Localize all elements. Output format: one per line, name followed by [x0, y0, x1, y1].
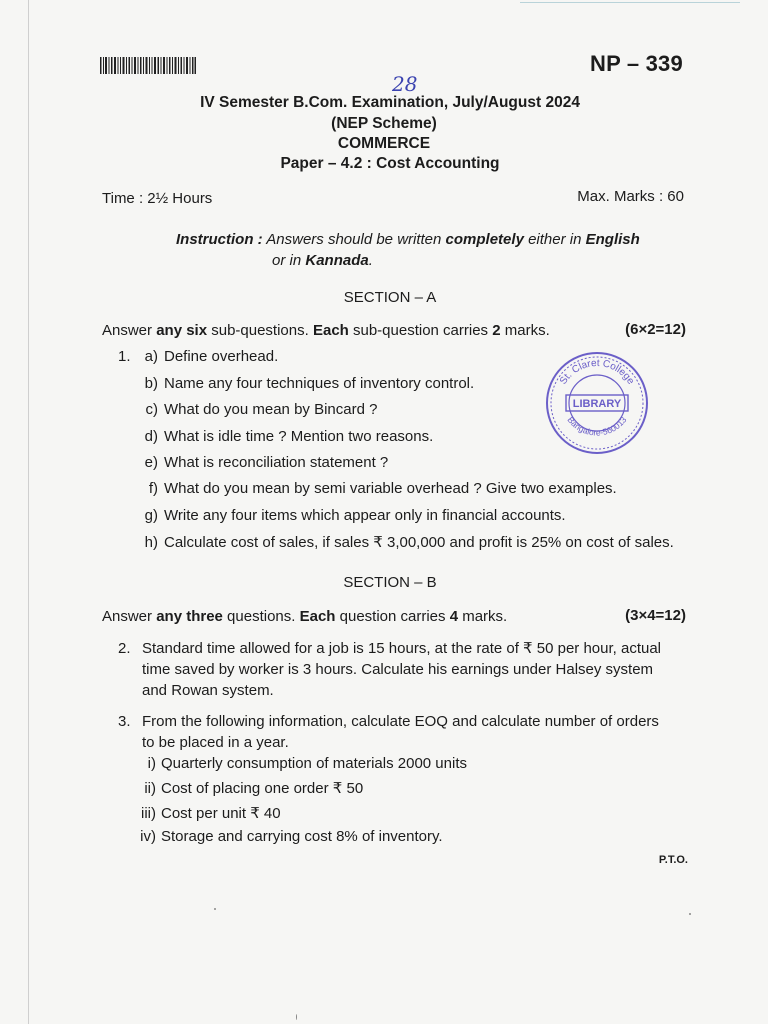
sub-question: f) What do you mean by semi variable overhead ? Give two examples.: [148, 480, 617, 497]
instruction-language: Kannada: [305, 252, 369, 269]
sub-question: c) What do you mean by Bincard ?: [145, 401, 378, 418]
sub-question: a) Define overhead.: [144, 348, 279, 365]
question-text: Standard time allowed for a job is 15 hours, at the rate of ₹ 50 per hour, actual time saved by worker is 3 hours. Calculate his earnings under Halsey system and Rowan system.: [142, 640, 662, 699]
section-a-title: SECTION – A: [343, 289, 437, 306]
top-edge-line: [520, 2, 740, 3]
section-a-marks: (6×2=12): [625, 321, 686, 338]
sub-question: e) What is reconciliation statement ?: [144, 454, 389, 471]
instruction-emphasis: completely: [445, 231, 524, 248]
section-a-instructions: Answer any six sub-questions. Each sub-question carries 2 marks.: [102, 322, 550, 339]
sub-question: h) Calculate cost of sales, if sales ₹ 3,00,000 and profit is 25% on cost of sales.: [144, 534, 674, 551]
question-2: [118, 638, 662, 699]
barcode-icon: [100, 57, 196, 74]
speck: [689, 913, 691, 915]
paper-code: NP – 339: [590, 51, 683, 76]
instruction-language: English: [585, 231, 640, 248]
section-b-title: SECTION – B: [343, 574, 437, 591]
sub-question: g) Write any four items which appear only in financial accounts.: [144, 507, 566, 524]
instruction-text: either in: [523, 231, 586, 248]
stamp-bottom-text: Bangalore-560013: [565, 414, 629, 438]
stamp-top-text: St. Claret College: [557, 357, 637, 387]
instruction-line-2: [176, 250, 676, 271]
list-item: i) Quarterly consumption of materials 2000 units: [147, 755, 467, 772]
instruction-text: or in: [272, 252, 306, 269]
section-b-instructions: Answer any three questions. Each question carries 4 marks.: [102, 608, 508, 625]
library-stamp: [544, 350, 650, 456]
stamp-center-text: LIBRARY: [572, 398, 622, 410]
speck: [296, 1014, 297, 1020]
question-text: From the following information, calculate EOQ and calculate number of orders to be placed in a year.: [142, 713, 659, 751]
max-marks: Max. Marks : 60: [577, 188, 684, 205]
subject-label: COMMERCE: [337, 135, 431, 152]
question-number: 1.: [118, 348, 131, 365]
paper-title: Paper – 4.2 : Cost Accounting: [280, 155, 500, 172]
instruction-label: Instruction :: [176, 231, 263, 248]
section-b-marks: (3×4=12): [625, 607, 686, 624]
instruction-block: [176, 229, 676, 271]
sub-question: d) What is idle time ? Mention two reasons.: [144, 428, 434, 445]
instruction-text: Answers should be written: [262, 231, 446, 248]
handwritten-mark: 28: [392, 72, 418, 96]
instruction-text: .: [368, 252, 373, 269]
time-allowed: Time : 2½ Hours: [102, 190, 213, 207]
page-turn-note: P.T.O.: [658, 854, 688, 866]
exam-title: IV Semester B.Com. Examination, July/August 2024: [200, 94, 580, 111]
speck: [214, 908, 216, 910]
sub-question: b) Name any four techniques of inventory control.: [144, 375, 475, 392]
list-item: iv) Storage and carrying cost 8% of inventory.: [140, 828, 443, 845]
scheme-label: (NEP Scheme): [331, 115, 437, 132]
page-edge: [28, 0, 29, 1024]
question-number: 2.: [118, 640, 131, 657]
question-number: 3.: [118, 713, 131, 730]
list-item: iii) Cost per unit ₹ 40: [141, 805, 281, 822]
question-3: [118, 711, 659, 751]
list-item: ii) Cost of placing one order ₹ 50: [144, 780, 364, 797]
